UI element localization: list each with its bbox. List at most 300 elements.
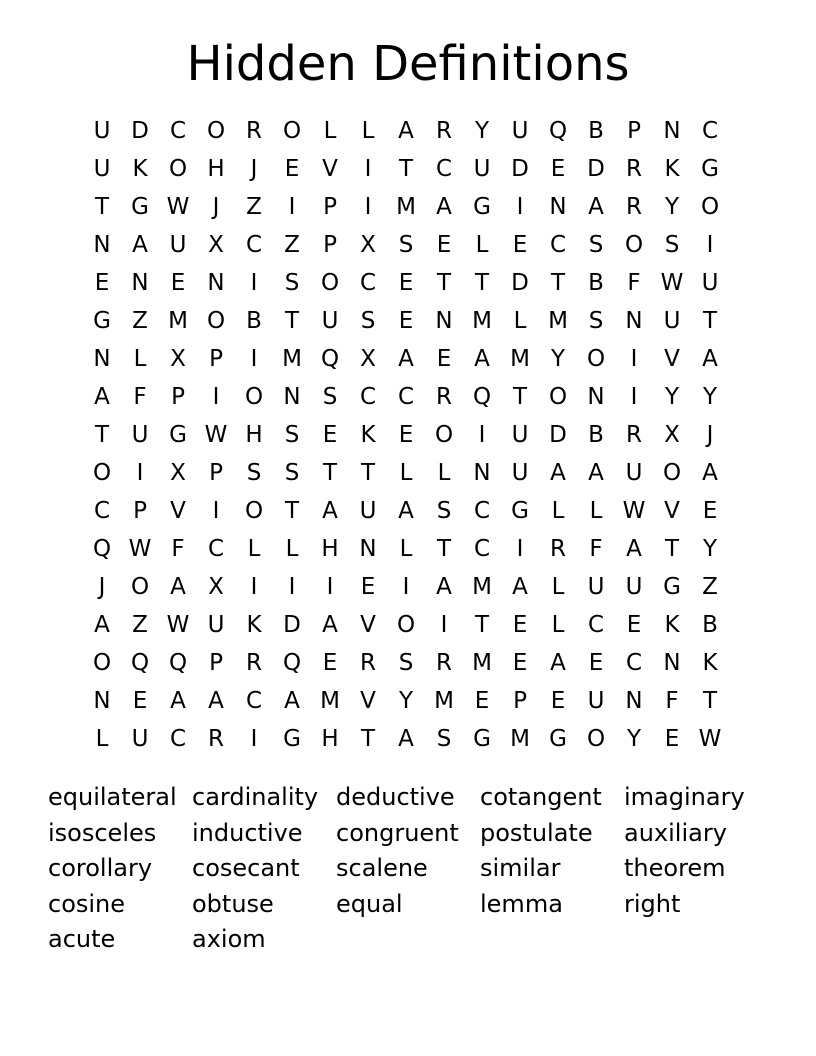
grid-letter: K <box>360 422 376 448</box>
grid-letter: T <box>664 536 680 562</box>
grid-letter: S <box>360 308 376 334</box>
grid-letter: V <box>322 156 338 182</box>
grid-row <box>83 530 729 568</box>
grid-letter: L <box>475 232 489 258</box>
grid-letter: I <box>250 346 258 372</box>
grid-row <box>83 606 729 644</box>
grid-letter: G <box>473 726 491 752</box>
grid-row <box>83 112 729 150</box>
grid-letter: E <box>664 726 680 752</box>
grid-letter: E <box>398 270 414 296</box>
grid-letter: W <box>128 536 152 562</box>
grid-row <box>83 682 729 720</box>
grid-letter: A <box>436 574 452 600</box>
grid-letter: Q <box>168 650 188 676</box>
grid-letter: E <box>322 422 338 448</box>
grid-letter: N <box>435 308 453 334</box>
grid-letter: N <box>549 194 567 220</box>
grid-letter: Y <box>626 726 642 752</box>
grid-letter: L <box>95 726 109 752</box>
grid-letter: I <box>288 574 296 600</box>
grid-letter: I <box>478 422 486 448</box>
grid-letter: L <box>285 536 299 562</box>
word-bank <box>48 780 778 958</box>
grid-letter: D <box>511 156 529 182</box>
grid-letter: H <box>245 422 263 448</box>
grid-letter: R <box>550 536 566 562</box>
grid-letter: L <box>551 498 565 524</box>
grid-letter: J <box>212 194 220 220</box>
grid-letter: I <box>364 194 372 220</box>
grid-letter: E <box>512 612 528 638</box>
word-bank-item: acute <box>48 925 116 953</box>
grid-letter: O <box>700 194 720 220</box>
grid-letter: P <box>627 118 641 144</box>
grid-letter: L <box>399 536 413 562</box>
grid-letter: E <box>588 650 604 676</box>
grid-row <box>83 150 729 188</box>
grid-letter: E <box>474 688 490 714</box>
word-bank-item: corollary <box>48 854 153 882</box>
grid-letter: U <box>625 460 643 486</box>
grid-letter: T <box>702 308 718 334</box>
grid-letter: U <box>169 232 187 258</box>
word-bank-item: right <box>624 889 681 918</box>
grid-letter: P <box>323 232 337 258</box>
grid-letter: U <box>511 422 529 448</box>
grid-letter: C <box>169 118 187 144</box>
grid-letter: O <box>586 726 606 752</box>
grid-letter: H <box>321 536 339 562</box>
grid-letter: S <box>588 232 604 258</box>
word-bank-item: auxiliary <box>624 818 727 847</box>
grid-letter: M <box>510 346 530 372</box>
grid-row <box>83 302 729 340</box>
grid-letter: S <box>284 460 300 486</box>
grid-letter: I <box>212 384 220 410</box>
grid-letter: U <box>511 118 529 144</box>
grid-letter: O <box>624 232 644 258</box>
word-bank-item: cosine <box>48 889 126 918</box>
grid-letter: A <box>322 498 338 524</box>
grid-letter: E <box>360 574 376 600</box>
grid-letter: A <box>132 232 148 258</box>
grid-letter: G <box>93 308 111 334</box>
grid-letter: U <box>587 688 605 714</box>
grid-letter: Y <box>398 688 414 714</box>
grid-letter: A <box>398 118 414 144</box>
grid-letter: J <box>706 422 714 448</box>
grid-letter: T <box>284 498 300 524</box>
grid-letter: V <box>170 498 186 524</box>
grid-letter: M <box>282 346 302 372</box>
grid-letter: X <box>208 232 224 258</box>
grid-letter: V <box>360 612 376 638</box>
grid-letter: E <box>322 650 338 676</box>
grid-letter: U <box>93 156 111 182</box>
grid-letter: K <box>702 650 718 676</box>
grid-letter: G <box>511 498 529 524</box>
grid-row <box>83 188 729 226</box>
grid-letter: E <box>550 156 566 182</box>
grid-letter: O <box>548 384 568 410</box>
grid-letter: R <box>626 194 642 220</box>
grid-letter: N <box>93 346 111 372</box>
grid-letter: F <box>665 688 679 714</box>
grid-letter: C <box>587 612 605 638</box>
word-bank-item: cosecant <box>192 854 300 882</box>
grid-letter: Y <box>664 384 680 410</box>
word-bank-item: axiom <box>192 925 266 953</box>
grid-letter: U <box>321 308 339 334</box>
grid-letter: P <box>209 460 223 486</box>
grid-letter: Z <box>132 308 148 334</box>
page-title: Hidden Definitions <box>186 36 630 92</box>
word-bank-item: deductive <box>336 783 455 811</box>
grid-letter: M <box>510 726 530 752</box>
word-bank-item: equal <box>336 889 403 918</box>
grid-letter: E <box>436 346 452 372</box>
grid-letter: R <box>436 384 452 410</box>
grid-letter: T <box>284 308 300 334</box>
grid-letter: F <box>133 384 147 410</box>
grid-letter: L <box>323 118 337 144</box>
grid-letter: C <box>549 232 567 258</box>
grid-letter: B <box>246 308 262 334</box>
grid-letter: A <box>588 460 604 486</box>
grid-letter: W <box>660 270 684 296</box>
word-bank-item: obtuse <box>192 889 274 918</box>
grid-letter: Y <box>702 384 718 410</box>
word-bank-item: congruent <box>336 818 459 847</box>
grid-letter: C <box>435 156 453 182</box>
grid-letter: P <box>133 498 147 524</box>
grid-letter: O <box>92 460 112 486</box>
grid-letter: F <box>171 536 185 562</box>
grid-row <box>83 264 729 302</box>
grid-letter: N <box>473 460 491 486</box>
grid-letter: N <box>663 650 681 676</box>
grid-letter: B <box>702 612 718 638</box>
grid-letter: S <box>398 232 414 258</box>
grid-letter: S <box>436 726 452 752</box>
grid-letter: E <box>702 498 718 524</box>
grid-letter: L <box>513 308 527 334</box>
grid-letter: A <box>550 650 566 676</box>
grid-letter: O <box>206 118 226 144</box>
grid-letter: Q <box>320 346 340 372</box>
grid-letter: L <box>551 574 565 600</box>
grid-letter: G <box>701 156 719 182</box>
grid-letter: I <box>136 460 144 486</box>
grid-letter: O <box>206 308 226 334</box>
grid-letter: Y <box>550 346 566 372</box>
grid-letter: W <box>698 726 722 752</box>
grid-letter: I <box>516 194 524 220</box>
grid-letter: C <box>397 384 415 410</box>
grid-letter: T <box>360 726 376 752</box>
grid-letter: R <box>436 118 452 144</box>
grid-letter: G <box>473 194 491 220</box>
grid-letter: T <box>398 156 414 182</box>
grid-letter: K <box>664 156 680 182</box>
grid-letter: N <box>131 270 149 296</box>
grid-letter: E <box>170 270 186 296</box>
word-bank-item: scalene <box>336 854 428 882</box>
grid-letter: T <box>322 460 338 486</box>
grid-letter: S <box>588 308 604 334</box>
grid-letter: Q <box>282 650 302 676</box>
grid-row <box>83 454 729 492</box>
grid-letter: W <box>204 422 228 448</box>
grid-letter: T <box>550 270 566 296</box>
grid-letter: I <box>326 574 334 600</box>
grid-letter: R <box>246 118 262 144</box>
grid-letter: C <box>93 498 111 524</box>
grid-letter: A <box>398 498 414 524</box>
grid-letter: E <box>398 422 414 448</box>
grid-letter: A <box>550 460 566 486</box>
grid-letter: R <box>436 650 452 676</box>
grid-letter: D <box>283 612 301 638</box>
grid-letter: D <box>131 118 149 144</box>
word-bank-item: imaginary <box>624 783 745 811</box>
grid-letter: T <box>512 384 528 410</box>
grid-letter: S <box>284 422 300 448</box>
grid-letter: E <box>512 650 528 676</box>
grid-letter: Z <box>284 232 300 258</box>
grid-letter: V <box>664 346 680 372</box>
grid-letter: C <box>245 688 263 714</box>
grid-letter: U <box>359 498 377 524</box>
grid-letter: M <box>472 574 492 600</box>
grid-letter: C <box>207 536 225 562</box>
grid-letter: S <box>284 270 300 296</box>
grid-row <box>83 492 729 530</box>
grid-letter: V <box>664 498 680 524</box>
grid-row <box>83 378 729 416</box>
grid-letter: D <box>549 422 567 448</box>
grid-letter: A <box>474 346 490 372</box>
grid-letter: O <box>662 460 682 486</box>
grid-row <box>83 226 729 264</box>
grid-letter: O <box>168 156 188 182</box>
grid-letter: A <box>702 460 718 486</box>
grid-letter: H <box>207 156 225 182</box>
grid-letter: A <box>626 536 642 562</box>
grid-letter: E <box>550 688 566 714</box>
grid-letter: T <box>436 536 452 562</box>
grid-letter: I <box>630 384 638 410</box>
grid-letter: L <box>247 536 261 562</box>
grid-row <box>83 416 729 454</box>
grid-letter: N <box>587 384 605 410</box>
grid-letter: Z <box>132 612 148 638</box>
grid-letter: R <box>208 726 224 752</box>
grid-letter: Z <box>702 574 718 600</box>
grid-letter: T <box>474 612 490 638</box>
grid-letter: U <box>93 118 111 144</box>
grid-letter: X <box>360 232 376 258</box>
grid-row <box>83 720 729 758</box>
grid-letter: Z <box>246 194 262 220</box>
grid-letter: O <box>434 422 454 448</box>
grid-letter: X <box>360 346 376 372</box>
grid-letter: H <box>321 726 339 752</box>
word-bank-item: similar <box>480 854 561 882</box>
grid-letter: K <box>664 612 680 638</box>
grid-letter: N <box>663 118 681 144</box>
grid-letter: O <box>396 612 416 638</box>
grid-letter: P <box>209 650 223 676</box>
grid-letter: J <box>250 156 258 182</box>
grid-letter: G <box>169 422 187 448</box>
grid-letter: I <box>250 270 258 296</box>
grid-letter: A <box>208 688 224 714</box>
grid-letter: L <box>589 498 603 524</box>
grid-letter: A <box>398 346 414 372</box>
grid-letter: T <box>94 194 110 220</box>
grid-letter: A <box>94 612 110 638</box>
grid-letter: E <box>512 232 528 258</box>
word-bank-item: postulate <box>480 818 593 847</box>
grid-letter: U <box>663 308 681 334</box>
grid-letter: O <box>244 498 264 524</box>
grid-letter: C <box>701 118 719 144</box>
grid-letter: O <box>92 650 112 676</box>
grid-letter: A <box>170 574 186 600</box>
grid-letter: C <box>245 232 263 258</box>
grid-letter: A <box>398 726 414 752</box>
grid-letter: K <box>246 612 262 638</box>
grid-letter: W <box>622 498 646 524</box>
grid-letter: I <box>364 156 372 182</box>
grid-letter: L <box>361 118 375 144</box>
grid-letter: I <box>212 498 220 524</box>
grid-letter: I <box>516 536 524 562</box>
grid-letter: I <box>706 232 714 258</box>
word-bank-item: cardinality <box>192 783 319 811</box>
grid-letter: I <box>630 346 638 372</box>
letter-grid <box>83 112 729 758</box>
grid-letter: Y <box>702 536 718 562</box>
grid-letter: U <box>131 726 149 752</box>
grid-letter: M <box>396 194 416 220</box>
grid-letter: R <box>360 650 376 676</box>
grid-letter: X <box>170 460 186 486</box>
grid-row <box>83 340 729 378</box>
grid-letter: N <box>93 688 111 714</box>
grid-letter: T <box>436 270 452 296</box>
grid-letter: O <box>244 384 264 410</box>
grid-letter: E <box>284 156 300 182</box>
grid-letter: T <box>474 270 490 296</box>
grid-letter: N <box>625 688 643 714</box>
grid-letter: W <box>166 612 190 638</box>
grid-letter: B <box>588 270 604 296</box>
grid-letter: B <box>588 422 604 448</box>
grid-letter: I <box>250 726 258 752</box>
grid-letter: R <box>246 650 262 676</box>
grid-letter: Q <box>548 118 568 144</box>
grid-row <box>83 644 729 682</box>
grid-letter: E <box>94 270 110 296</box>
grid-letter: Y <box>474 118 490 144</box>
grid-letter: I <box>402 574 410 600</box>
grid-letter: S <box>436 498 452 524</box>
grid-letter: B <box>588 118 604 144</box>
grid-letter: G <box>131 194 149 220</box>
grid-letter: X <box>170 346 186 372</box>
grid-letter: V <box>360 688 376 714</box>
grid-letter: E <box>398 308 414 334</box>
grid-letter: A <box>588 194 604 220</box>
grid-letter: G <box>663 574 681 600</box>
grid-letter: L <box>437 460 451 486</box>
grid-letter: E <box>626 612 642 638</box>
grid-letter: L <box>133 346 147 372</box>
grid-letter: P <box>323 194 337 220</box>
grid-letter: T <box>360 460 376 486</box>
grid-letter: C <box>473 498 491 524</box>
grid-letter: A <box>284 688 300 714</box>
grid-letter: O <box>586 346 606 372</box>
grid-letter: M <box>548 308 568 334</box>
grid-letter: L <box>399 460 413 486</box>
grid-letter: W <box>166 194 190 220</box>
grid-letter: U <box>207 612 225 638</box>
grid-letter: P <box>513 688 527 714</box>
grid-letter: G <box>549 726 567 752</box>
grid-letter: I <box>440 612 448 638</box>
grid-letter: Q <box>130 650 150 676</box>
word-bank-item: isosceles <box>48 818 157 847</box>
grid-letter: Q <box>92 536 112 562</box>
word-bank-item: cotangent <box>480 783 602 811</box>
grid-letter: A <box>702 346 718 372</box>
grid-letter: P <box>209 346 223 372</box>
word-bank-item: theorem <box>624 854 726 882</box>
grid-letter: M <box>320 688 340 714</box>
grid-letter: U <box>511 460 529 486</box>
grid-letter: U <box>131 422 149 448</box>
grid-letter: A <box>512 574 528 600</box>
grid-letter: L <box>551 612 565 638</box>
grid-letter: N <box>93 232 111 258</box>
grid-letter: M <box>168 308 188 334</box>
grid-letter: G <box>283 726 301 752</box>
grid-letter: U <box>625 574 643 600</box>
grid-letter: S <box>246 460 262 486</box>
grid-letter: T <box>94 422 110 448</box>
word-bank-item: equilateral <box>48 783 177 811</box>
grid-letter: I <box>250 574 258 600</box>
grid-letter: J <box>98 574 106 600</box>
grid-letter: N <box>207 270 225 296</box>
grid-letter: D <box>587 156 605 182</box>
word-bank-item: lemma <box>480 889 563 918</box>
grid-letter: T <box>702 688 718 714</box>
grid-letter: C <box>359 270 377 296</box>
grid-letter: M <box>472 308 492 334</box>
grid-row <box>83 568 729 606</box>
grid-letter: A <box>94 384 110 410</box>
grid-letter: O <box>130 574 150 600</box>
grid-letter: U <box>587 574 605 600</box>
grid-letter: X <box>664 422 680 448</box>
grid-letter: N <box>283 384 301 410</box>
grid-letter: N <box>625 308 643 334</box>
